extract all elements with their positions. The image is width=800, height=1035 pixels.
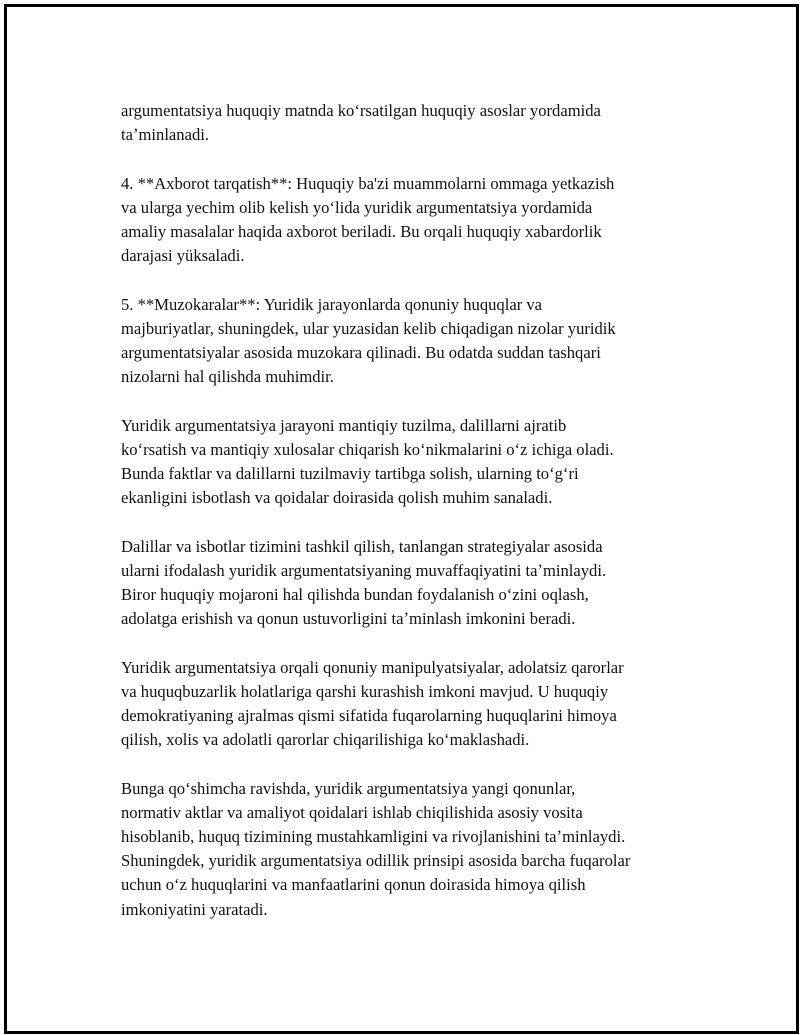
text-line: ekanligini isbotlash va qoidalar doirasida qolish muhim sanaladi.: [121, 488, 553, 508]
text-line: qilish, xolis va adolatli qarorlar chiqarilishiga koʻmaklashadi.: [121, 730, 530, 750]
text-line: imkoniyatini yaratadi.: [121, 899, 268, 919]
paragraph: [121, 535, 701, 632]
paragraph: [121, 656, 701, 753]
paragraph: [121, 293, 701, 390]
text-line: uchun oʻz huquqlarini va manfaatlarini qonun doirasida himoya qilish: [121, 875, 586, 895]
text-line: demokratiyaning ajralmas qismi sifatida fuqarolarning huquqlarini himoya: [121, 706, 617, 725]
page-frame: [4, 4, 799, 1034]
text-line: hisoblanib, huquq tizimining mustahkamligini va rivojlanishini taʼminlaydi.: [121, 827, 626, 846]
text-line: 5. **Muzokaralar**: Yuridik jarayonlarda qonuniy huquqlar va: [121, 294, 543, 314]
paragraph: [121, 99, 701, 147]
text-line: Dalillar va isbotlar tizimini tashkil qilish, tanlangan strategiyalar asosida: [121, 536, 603, 556]
text-line: darajasi yüksaladi.: [121, 246, 245, 266]
text-line: Bunda faktlar va dalillarni tuzilmaviy tartibga solish, ularning toʻgʻri: [121, 464, 579, 483]
text-line: adolatga erishish va qonun ustuvorligini taʼminlash imkonini beradi.: [121, 609, 576, 629]
text-line: Shuningdek, yuridik argumentatsiya odillik prinsipi asosida barcha fuqarolar: [121, 851, 631, 871]
text-line: koʻrsatish va mantiqiy xulosalar chiqarish koʻnikmalarini oʻz ichiga oladi.: [121, 439, 614, 459]
text-line: Yuridik argumentatsiya jarayoni mantiqiy tuzilma, dalillarni ajratib: [121, 415, 567, 435]
text-line: Biror huquqiy mojaroni hal qilishda bundan foydalanish oʻzini oqlash,: [121, 585, 589, 604]
text-line: va ularga yechim olib kelish yoʻlida yuridik argumentatsiya yordamida: [121, 197, 593, 217]
paragraph: [121, 777, 701, 922]
text-line: argumentatsiyalar asosida muzokara qilinadi. Bu odatda suddan tashqari: [121, 343, 601, 362]
paragraph: [121, 172, 701, 269]
text-line: ularni ifodalash yuridik argumentatsiyaning muvaffaqiyatini taʼminlaydi.: [121, 560, 607, 580]
text-line: va huquqbuzarlik holatlariga qarshi kurashish imkoni mavjud. U huquqiy: [121, 681, 609, 701]
text-line: taʼminlanadi.: [121, 125, 210, 145]
text-line: 4. **Axborot tarqatish**: Huquqiy ba'zi muammolarni ommaga yetkazish: [121, 173, 615, 193]
text-line: Bunga qoʻshimcha ravishda, yuridik argumentatsiya yangi qonunlar,: [121, 778, 576, 798]
text-line: nizolarni hal qilishda muhimdir.: [121, 367, 334, 387]
document-body: [121, 99, 701, 946]
text-line: majburiyatlar, shuningdek, ular yuzasidan kelib chiqadigan nizolar yuridik: [121, 318, 616, 338]
text-line: argumentatsiya huquqiy matnda koʻrsatilgan huquqiy asoslar yordamida: [121, 101, 601, 120]
text-line: amaliy masalalar haqida axborot beriladi. Bu orqali huquqiy xabardorlik: [121, 222, 602, 241]
paragraph: [121, 414, 701, 511]
text-line: Yuridik argumentatsiya orqali qonuniy manipulyatsiyalar, adolatsiz qarorlar: [121, 657, 624, 677]
text-line: normativ aktlar va amaliyot qoidalari ishlab chiqilishida asosiy vosita: [121, 802, 583, 822]
